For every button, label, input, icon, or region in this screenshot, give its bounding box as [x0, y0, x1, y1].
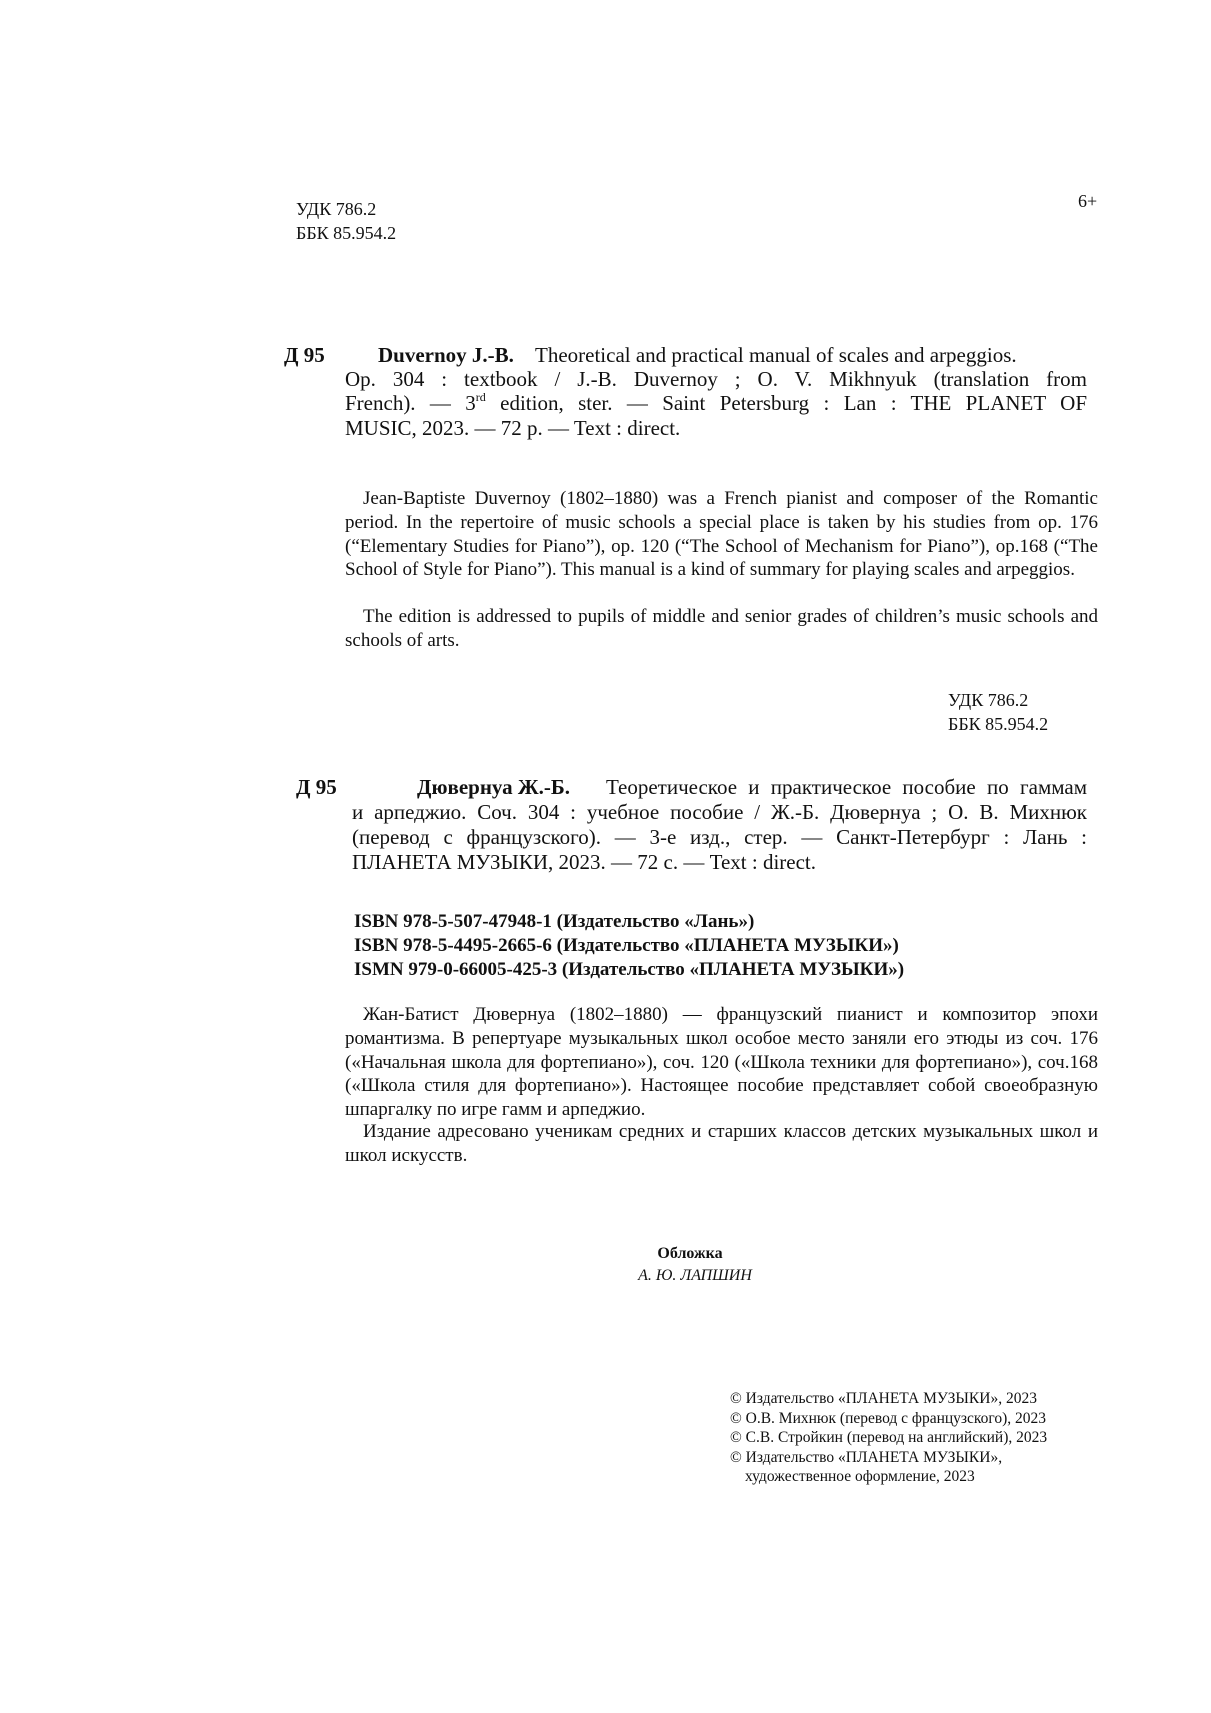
udk-code: УДК 786.2	[296, 199, 377, 219]
copyright-line: © С.В. Стройкин (перевод на английский), 2023	[730, 1429, 1048, 1446]
entry-line-part: French). — 3	[345, 391, 476, 415]
bbk-code: ББК 85.954.2	[948, 714, 1049, 734]
cover-credit-title: Обложка	[657, 1245, 723, 1262]
entry-line	[345, 391, 1087, 416]
entry-author: Дювернуа Ж.-Б.	[417, 775, 571, 799]
author-sign-code: Д 95	[284, 343, 325, 367]
ismn-line: ISMN 979-0-66005-425-3 (Издательство «ПЛАНЕТА МУЗЫКИ»)	[354, 959, 905, 980]
entry-author: Duvernoy J.-B.	[378, 343, 514, 367]
copyright-line: © Издательство «ПЛАНЕТА МУЗЫКИ»,	[730, 1448, 1003, 1466]
copyright-line: © Издательство «ПЛАНЕТА МУЗЫКИ», 2023	[730, 1390, 1037, 1407]
entry-line: Op. 304 : textbook / J.-B. Duvernoy ; O. V. Mikhnyuk (translation from	[345, 367, 1087, 391]
entry-line: (перевод с французского). — 3-е изд., стер. — Санкт-Петербург : Лань :	[352, 825, 1087, 849]
entry-title-line: Theoretical and practical manual of scales and arpeggios.	[535, 343, 1017, 367]
isbn-line: ISBN 978-5-4495-2665-6 (Издательство «ПЛАНЕТА МУЗЫКИ»)	[354, 935, 899, 956]
russian-annotation-paragraph: Жан-Батист Дювернуа (1802–1880) — французский пианист и композитор эпохи романтизма. В репертуаре музыкальных школ особое место заняли его этюды из соч. 176 («Начальная школа для фортепиано»), соч. 120 («Школа техники для фортепиано»), соч.168 («Школа стиля для фортепиано»). Настоящее пособие представляет собой своеобразную шпаргалку по игре гамм и арпеджио.	[345, 1004, 1098, 1121]
copyright-line: художественное оформление, 2023	[745, 1468, 975, 1485]
english-annotation-paragraph: Jean-Baptiste Duvernoy (1802–1880) was a French pianist and composer of the Romantic period. In the repertoire of music schools a special place is taken by his studies from op. 176 (“Elementary Studies for Piano”), op. 120 (“The School of Mechanism for Piano”), op.168 (“The School of Style for Piano”). This manual is a kind of summary for playing scales and arpeggios.	[345, 488, 1098, 581]
isbn-line: ISBN 978-5-507-47948-1 (Издательство «Лань»)	[354, 911, 755, 932]
top-classification	[296, 197, 396, 245]
cover-credit-name: А. Ю. ЛАПШИН	[638, 1267, 752, 1284]
author-sign-code: Д 95	[296, 775, 337, 799]
mid-classification	[948, 688, 1048, 736]
isbn-block	[354, 910, 904, 982]
bbk-code: ББК 85.954.2	[296, 223, 397, 243]
entry-line-part: edition, ster. — Saint Petersburg : Lan : THE PLANET OF	[485, 391, 1088, 415]
udk-code: УДК 786.2	[948, 690, 1029, 710]
russian-annotation-paragraph: Издание адресовано ученикам средних и старших классов детских музыкальных школ и школ искусств.	[345, 1121, 1098, 1166]
entry-line: и арпеджио. Соч. 304 : учебное пособие / Ж.-Б. Дювернуа ; О. В. Михнюк	[352, 800, 1087, 824]
ordinal-superscript: rd	[475, 390, 486, 404]
english-annotation-paragraph: The edition is addressed to pupils of middle and senior grades of children’s music schools and schools of arts.	[345, 606, 1098, 651]
entry-title-line: Теоретическое и практическое пособие по гаммам	[606, 775, 1087, 799]
entry-line: ПЛАНЕТА МУЗЫКИ, 2023. — 72 с. — Text : direct.	[352, 850, 817, 874]
copyright-line: © О.В. Михнюк (перевод с французского), 2023	[730, 1409, 1047, 1427]
entry-line: MUSIC, 2023. — 72 p. — Text : direct.	[345, 416, 681, 440]
age-rating: 6+	[1078, 191, 1098, 211]
copyright-block	[730, 1389, 1047, 1487]
